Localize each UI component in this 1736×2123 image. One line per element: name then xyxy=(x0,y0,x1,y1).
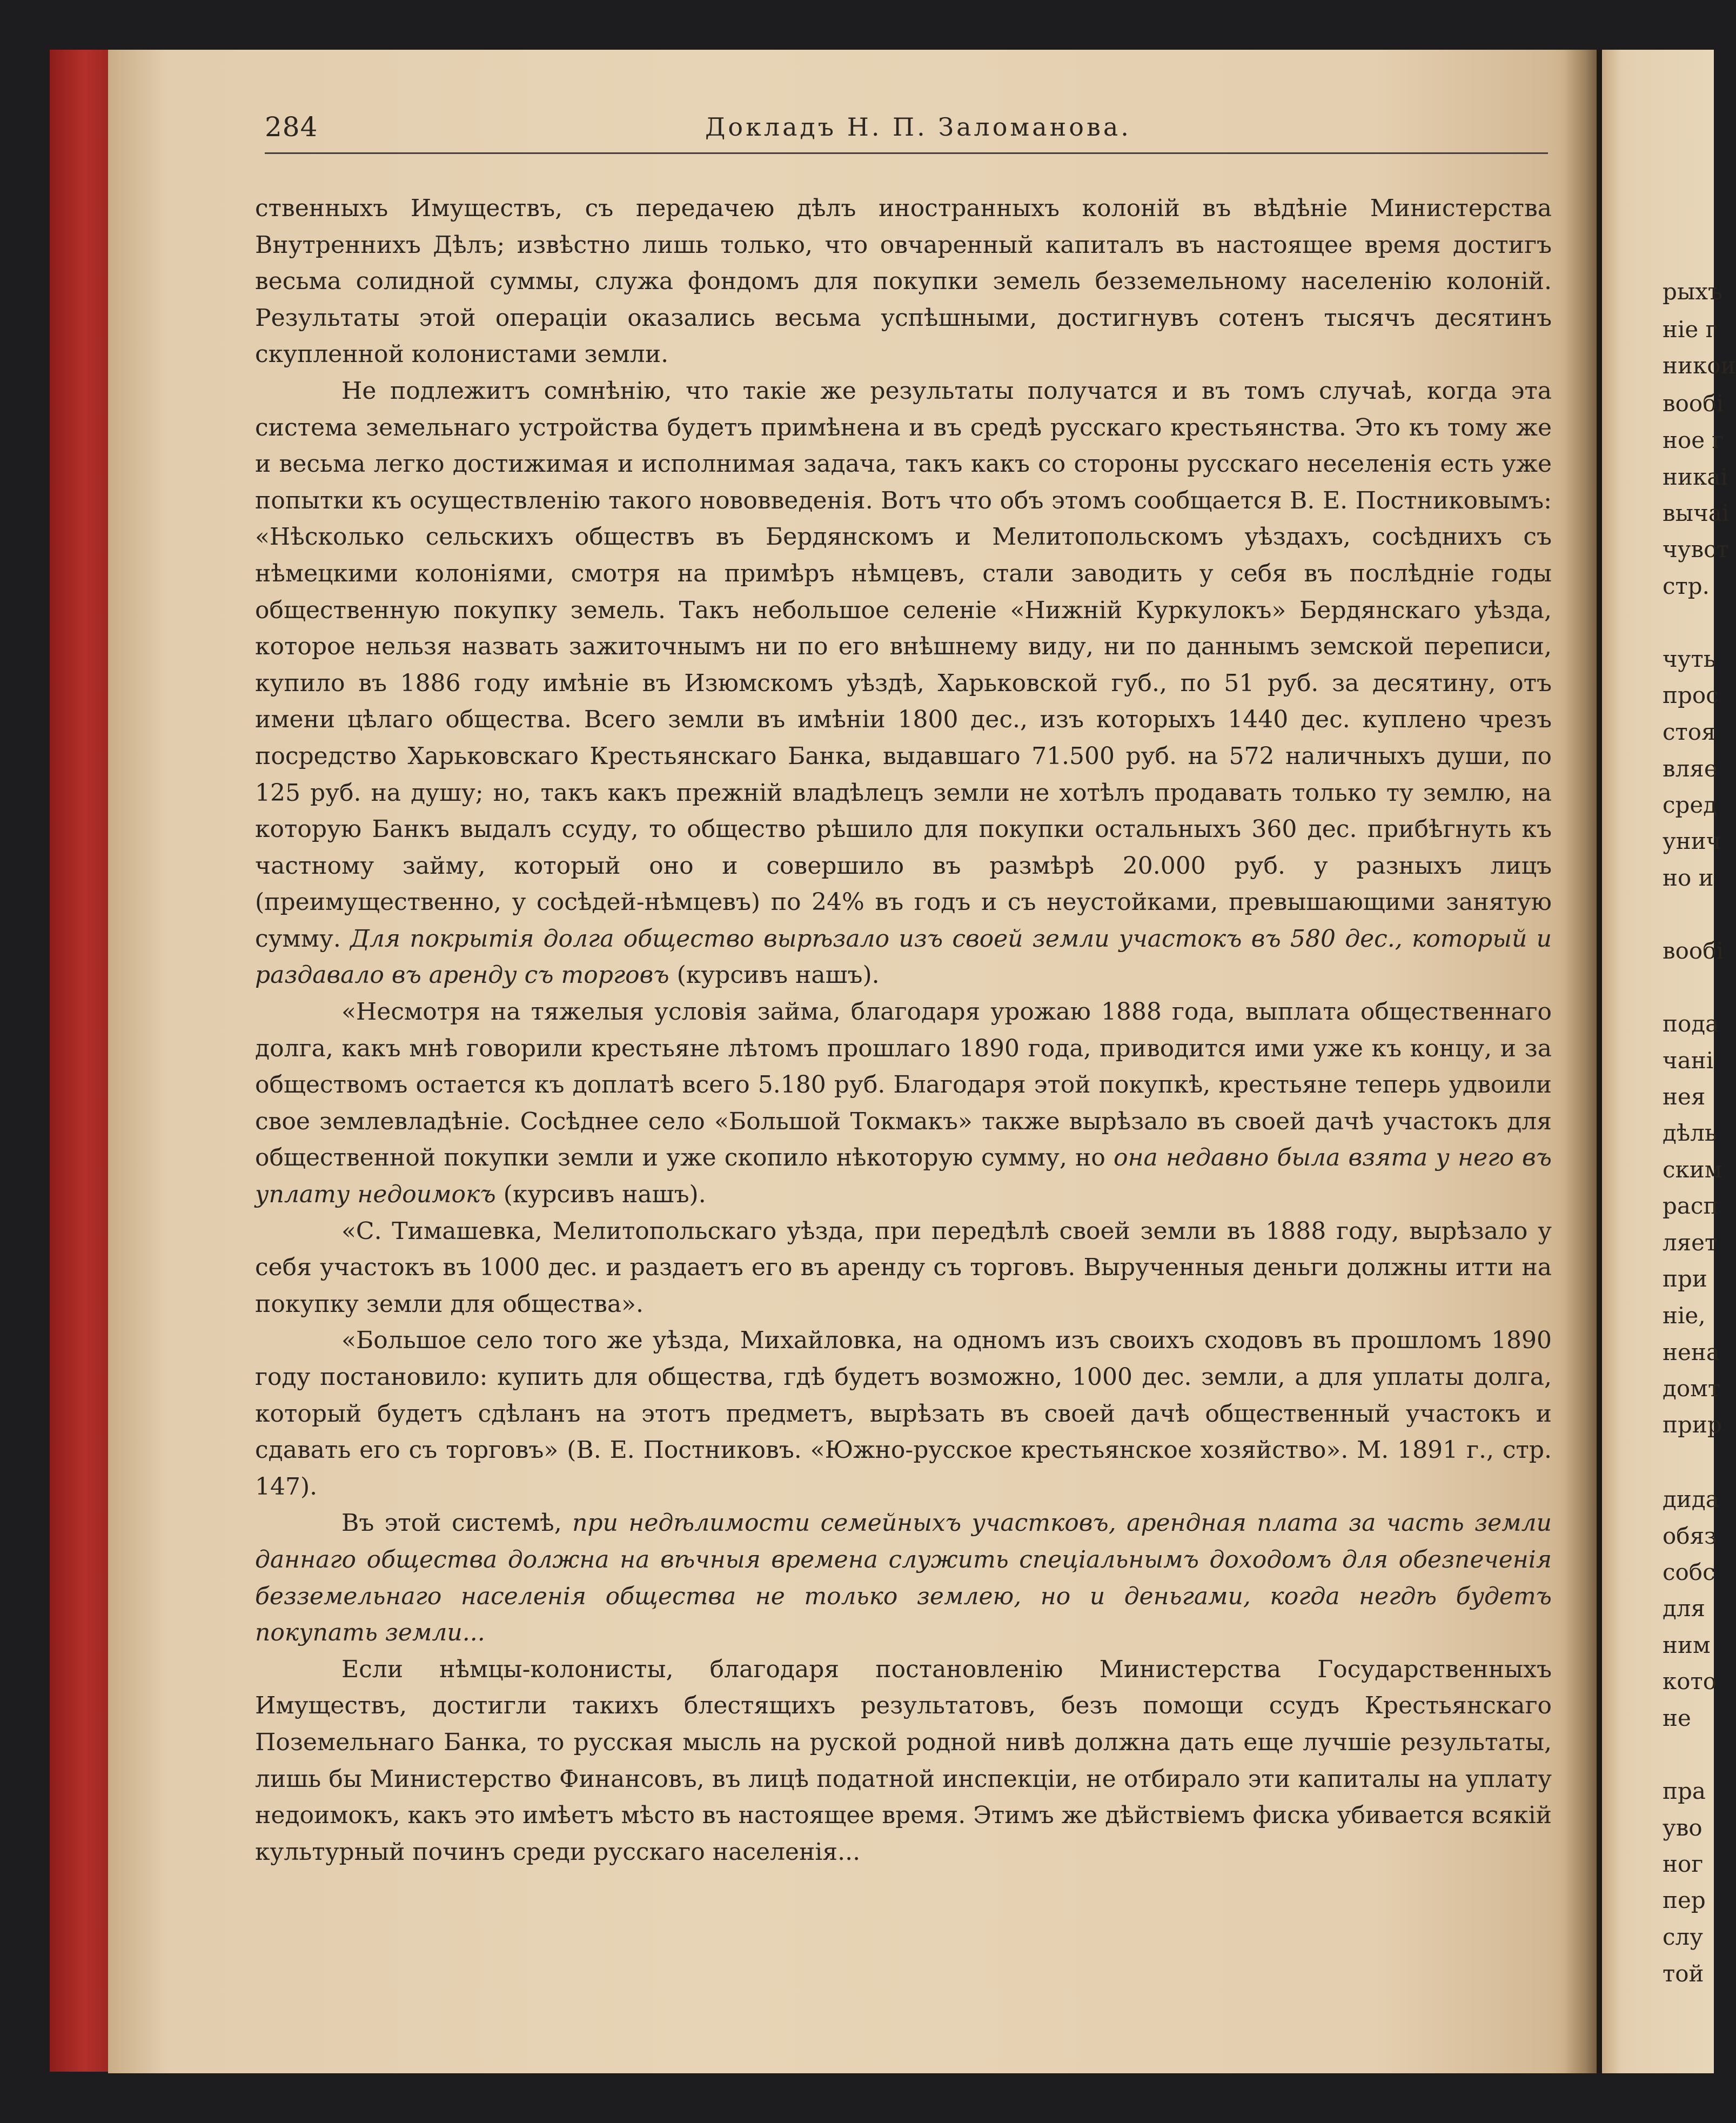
right-page-line-fragment: для xyxy=(1663,1595,1706,1622)
right-page-line-fragment: унич xyxy=(1663,828,1721,854)
right-page-line-fragment: никаі xyxy=(1663,464,1728,490)
running-head: Докладъ Н. П. Заломанова. xyxy=(705,112,1131,142)
italic-text: при недѣлимости семейныхъ участковъ, арендная плата за часть земли даннаго общества должна на вѣчныя времена служить спеціальнымъ доходомъ для обезпеченія безземельнаго населенія общества не только землею, но и деньгами, когда негдѣ будетъ покупать земли... xyxy=(255,1509,1552,1647)
right-page-line-fragment: обяз xyxy=(1663,1523,1717,1549)
paragraph: «С. Тимашевка, Мелитопольскаго уѣзда, при передѣлѣ своей земли въ 1888 году, вырѣзало у себя участокъ въ 1000 дес. и раздаетъ его въ аренду съ торговъ. Вырученныя деньги должны итти на покупку земли для общества». xyxy=(255,1217,1552,1318)
paragraph xyxy=(255,1505,1552,1651)
paragraph: Если нѣмцы-колонисты, благодаря постановленію Министерства Государственныхъ Имуществъ, достигли такихъ блестящихъ результатовъ, безъ помощи ссудъ Крестьянскаго Поземельнаго Банка, то русская мысль на руской родной нивѣ должна дать еще лучшіе результаты, лишь бы Министерство Финансовъ, въ лицѣ податной инспекціи, не отбирало эти капиталы на уплату недоимокъ, какъ это имѣетъ мѣсто въ настоящее время. Этимъ же дѣйствіемъ фиска убивается всякій культурный починъ среди русскаго населенія... xyxy=(255,1655,1552,1866)
right-page-line-fragment: слу xyxy=(1663,1924,1703,1950)
right-page-line-fragment: вычаі xyxy=(1663,500,1730,526)
right-page-line-fragment: дида xyxy=(1663,1486,1719,1512)
right-page-line-fragment: не xyxy=(1663,1705,1691,1731)
paragraph xyxy=(255,373,1552,994)
right-page-line-fragment: чані xyxy=(1663,1047,1714,1074)
right-page-line-fragment: ским xyxy=(1663,1156,1722,1183)
right-page-line-fragment: пра xyxy=(1663,1778,1706,1804)
right-page-line-fragment: сред xyxy=(1663,792,1718,818)
right-page-line-fragment: вляе xyxy=(1663,755,1718,782)
right-page-line-fragment: дѣль xyxy=(1663,1120,1717,1146)
right-page-line-fragment: чувст xyxy=(1663,536,1729,562)
right-page-line-fragment: прос xyxy=(1663,682,1719,708)
right-page-line-fragment: собс xyxy=(1663,1559,1715,1585)
right-page-line-fragment: ное г xyxy=(1663,427,1724,453)
paragraph-text: «Несмотря на тяжелыя условія займа, благодаря урожаю 1888 года, выплата общественнаго долга, какъ мнѣ говорили крестьяне лѣтомъ прошлаго 1890 года, приводится ими уже къ концу, и за обществомъ остается къ доплатѣ всего 5.180 руб. Благодаря этой покупкѣ, крестьяне теперь удвоили свое землевладѣніе. Сосѣднее село «Большой Токмакъ» также вырѣзало въ своей дачѣ участокъ для общественной покупки земли и уже скопило нѣкоторую сумму, но xyxy=(255,998,1552,1172)
right-page-line-fragment: нена xyxy=(1663,1339,1720,1365)
main-text xyxy=(255,190,1552,1870)
right-page-line-fragment: уво xyxy=(1663,1814,1703,1841)
right-page-line-fragment: при xyxy=(1663,1265,1707,1292)
page-number: 284 xyxy=(265,111,318,143)
paragraph xyxy=(255,994,1552,1213)
page-gutter xyxy=(1564,50,1602,2073)
right-page-line-fragment: нея xyxy=(1663,1083,1706,1110)
right-page-line-fragment: стоя xyxy=(1663,719,1716,745)
right-page-line-fragment: вообі xyxy=(1663,390,1724,417)
right-page-line-fragment: ним xyxy=(1663,1632,1711,1658)
right-page-line-fragment: пода xyxy=(1663,1010,1719,1037)
paragraph-text: (курсивъ нашъ). xyxy=(676,961,880,989)
right-page-line-fragment: рыхъ xyxy=(1663,278,1722,305)
right-page-line-fragment: вообі xyxy=(1663,937,1724,964)
paragraph-text: Въ этой системѣ, xyxy=(341,1509,562,1537)
right-page-line-fragment: ног xyxy=(1663,1851,1704,1877)
paragraph-continuation: ственныхъ Имуществъ, съ передачею дѣлъ иностранныхъ колоній въ вѣдѣніе Министерства Внутреннихъ Дѣлъ; извѣстно лишь только, что овчаренный капиталъ въ настоящее время достигъ весьма солидной суммы, служа фондомъ для покупки земель безземельному населенію колоній. Результаты этой операціи оказались весьма успѣшными, достигнувъ сотенъ тысячъ десятинъ скупленной колонистами земли. xyxy=(255,195,1552,369)
header-rule xyxy=(265,152,1548,154)
paragraph-text: (курсивъ нашъ). xyxy=(503,1181,706,1209)
right-page-line-fragment: никои xyxy=(1663,352,1736,379)
right-page-line-fragment: ніе г xyxy=(1663,316,1718,343)
right-page-line-fragment: ніе, xyxy=(1663,1302,1706,1329)
italic-text: Для покрытія долга общество вырѣзало изъ своей земли участокъ въ 580 дес., который и раздавало въ аренду съ торговъ xyxy=(255,925,1552,989)
right-page-line-fragment: расп xyxy=(1663,1193,1719,1219)
right-page-line-fragment: домт xyxy=(1663,1375,1721,1402)
right-page-line-fragment: прир xyxy=(1663,1411,1722,1438)
right-page-line-fragment: но и xyxy=(1663,865,1714,891)
right-page-line-fragment: кото xyxy=(1663,1668,1717,1695)
paragraph-text: Не подлежитъ сомнѣнію, что такіе же результаты получатся и въ томъ случаѣ, когда эта система земельнаго устройства будетъ примѣнена и въ средѣ русскаго крестьянства. Это къ тому же и весьма легко достижимая и исполнимая задача, такъ какъ со стороны русскаго неселенія есть уже попытки къ осуществленію такого нововведенія. Вотъ что объ этомъ сообщается В. Е. Постниковымъ: «Нѣсколько сельскихъ обществъ въ Бердянскомъ и Мелитопольскомъ уѣздахъ, сосѣднихъ съ нѣмецкими колоніями, смотря на примѣръ нѣмцевъ, стали заводить у себя въ послѣдніе годы общественную покупку земель. Такъ небольшое селеніе «Нижній Куркулокъ» Бердянскаго уѣзда, которое нельзя назвать зажиточнымъ ни по его внѣшнему виду, ни по даннымъ земской переписи, купило въ 1886 году имѣніе въ Изюмскомъ уѣздѣ, Харьковской губ., по 51 руб. за десятину, отъ имени цѣлаго общества. Всего земли въ имѣніи 1800 дес., изъ которыхъ 1440 дес. куплено чрезъ посредство Харьковскаго Крестьянскаго Банка, выдавшаго 71.500 руб. на 572 наличныхъ души, по 125 руб. на душу; но, такъ какъ прежній владѣлецъ земли не хотѣлъ продавать только ту землю, на которую Банкъ выдалъ ссуду, то общество рѣшило для покупки остальныхъ 360 дес. прибѣгнуть къ частному займу, который оно и совершило въ размѣрѣ 20.000 руб. у разныхъ лицъ (преимущественно, у сосѣдей-нѣмцевъ) по 24% въ годъ и съ неустойками, превышающими занятую сумму. xyxy=(255,377,1552,953)
right-page-line-fragment: ляет xyxy=(1663,1229,1718,1256)
right-page-line-fragment: пер xyxy=(1663,1887,1706,1913)
italic-text: она недавно была взята у него въ уплату недоимокъ xyxy=(255,1144,1552,1209)
book-binding-edge xyxy=(50,50,113,2072)
right-page-line-fragment: чуть xyxy=(1663,646,1716,672)
right-page-line-fragment: стр. xyxy=(1663,573,1710,599)
right-page-line-fragment: той xyxy=(1663,1960,1704,1987)
page-header xyxy=(265,107,1548,150)
paragraph: «Большое село того же уѣзда, Михайловка, на одномъ изъ своихъ сходовъ въ прошломъ 1890 году постановило: купить для общества, гдѣ будетъ возможно, 1000 дес. земли, а для уплаты долга, который будетъ сдѣланъ на этотъ предметъ, вырѣзать въ своей дачѣ общественный участокъ и сдавать его съ торговъ» (В. Е. Постниковъ. «Южно-русское крестьянское хозяйство». М. 1891 г., стр. 147). xyxy=(255,1327,1552,1501)
